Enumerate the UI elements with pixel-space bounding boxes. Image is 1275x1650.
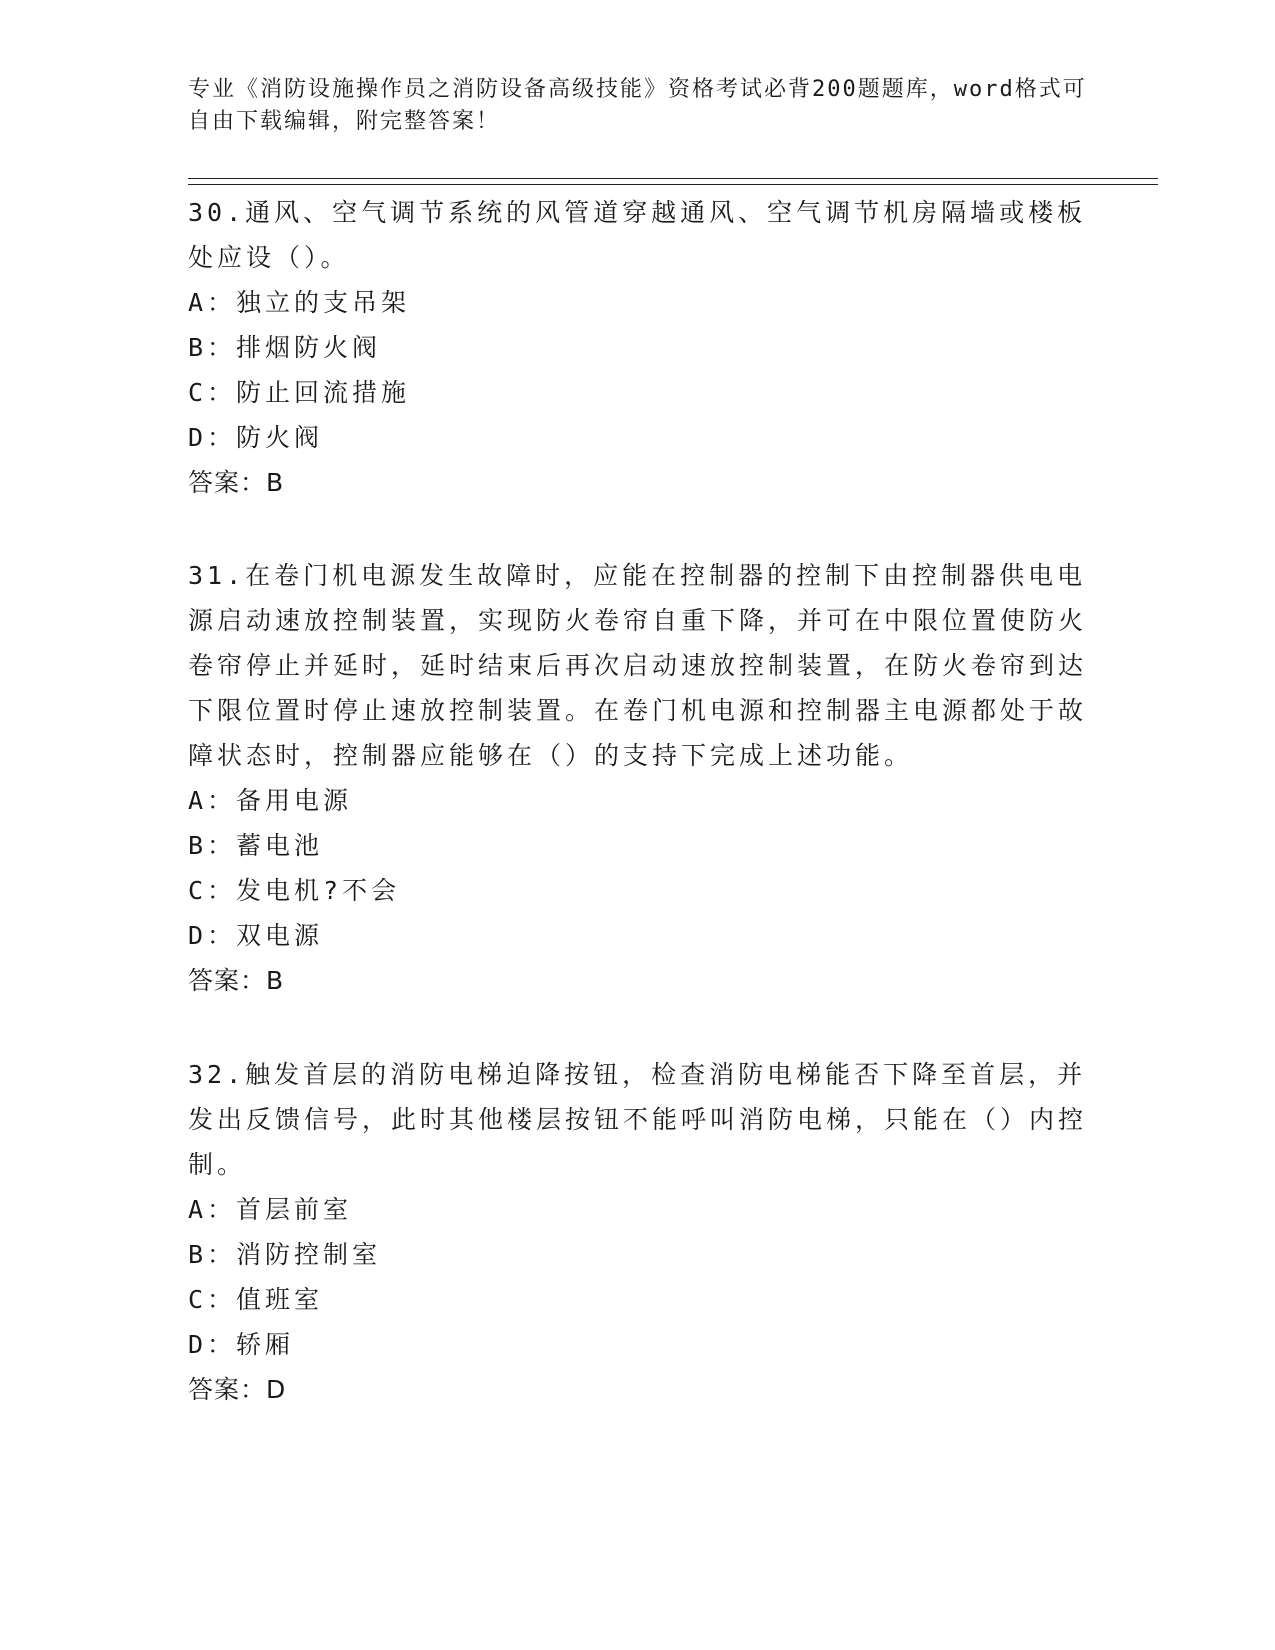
header-divider-top <box>188 178 1158 179</box>
option-c: C：值班室 <box>188 1285 324 1314</box>
document-header: 专业《消防设施操作员之消防设备高级技能》资格考试必背200题题库，word格式可自由下载编辑，附完整答案！ <box>188 77 1087 134</box>
header-divider-bottom <box>188 184 1158 185</box>
option-b: B：蓄电池 <box>188 831 324 860</box>
option-d: D：防火阀 <box>188 423 324 452</box>
question-30 <box>188 190 1088 505</box>
option-b: B：排烟防火阀 <box>188 333 382 362</box>
option-d: D：双电源 <box>188 921 324 950</box>
option-a: A：备用电源 <box>188 786 353 815</box>
question-stem: 32.触发首层的消防电梯迫降按钮，检查消防电梯能否下降至首层，并发出反馈信号，此时其他楼层按钮不能呼叫消防电梯，只能在（）内控制。 <box>188 1060 1088 1179</box>
option-d: D：轿厢 <box>188 1330 295 1359</box>
question-stem: 31.在卷门机电源发生故障时，应能在控制器的控制下由控制器供电电源启动速放控制装置，实现防火卷帘自重下降，并可在中限位置使防火卷帘停止并延时，延时结束后再次启动速放控制装置，在防火卷帘到达下限位置时停止速放控制装置。在卷门机电源和控制器主电源都处于故障状态时，控制器应能够在（）的支持下完成上述功能。 <box>188 561 1088 770</box>
question-32 <box>188 1052 1088 1412</box>
question-stem: 30.通风、空气调节系统的风管道穿越通风、空气调节机房隔墙或楼板处应设（）。 <box>188 198 1087 272</box>
option-b: B：消防控制室 <box>188 1240 382 1269</box>
answer: 答案：B <box>188 966 285 995</box>
option-c: C：防止回流措施 <box>188 378 411 407</box>
answer: 答案：D <box>188 1375 287 1404</box>
option-a: A：独立的支吊架 <box>188 288 411 317</box>
option-c: C：发电机?不会 <box>188 876 401 905</box>
question-31 <box>188 553 1088 1003</box>
answer: 答案：B <box>188 468 285 497</box>
option-a: A：首层前室 <box>188 1195 353 1224</box>
